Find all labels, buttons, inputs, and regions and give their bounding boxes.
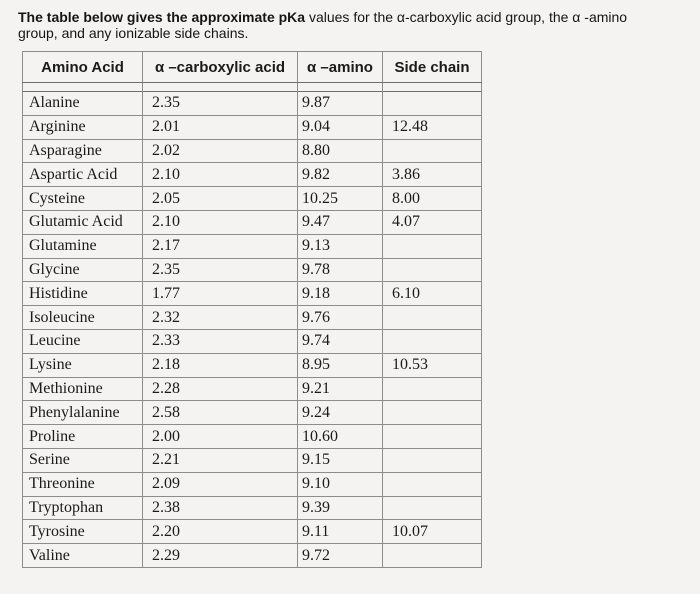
cell-carboxylic: 2.01 (143, 115, 298, 139)
table-row (23, 306, 482, 330)
table-row (23, 163, 482, 187)
cell-amino: 9.47 (298, 210, 383, 234)
cell-amino: 10.60 (298, 425, 383, 449)
table-header-row (23, 52, 482, 83)
cell-amino-acid: Arginine (23, 115, 143, 139)
cell-side-chain: 10.53 (383, 353, 482, 377)
cell-amino-acid: Glutamine (23, 234, 143, 258)
intro-text (18, 9, 688, 41)
table-row (23, 353, 482, 377)
cell-amino-acid: Leucine (23, 329, 143, 353)
intro-lead: The table below gives the approximate pKa (18, 9, 306, 25)
cell-carboxylic: 2.09 (143, 472, 298, 496)
table-row (23, 377, 482, 401)
cell-amino-acid: Isoleucine (23, 306, 143, 330)
cell-side-chain (383, 472, 482, 496)
cell-amino: 9.11 (298, 520, 383, 544)
cell-carboxylic: 2.32 (143, 306, 298, 330)
cell-amino-acid: Glycine (23, 258, 143, 282)
cell-carboxylic: 2.35 (143, 92, 298, 116)
cell-side-chain (383, 92, 482, 116)
cell-amino-acid: Alanine (23, 92, 143, 116)
cell-amino-acid: Phenylalanine (23, 401, 143, 425)
cell-amino-acid: Lysine (23, 353, 143, 377)
intro-mid: values for the α-carboxylic acid group, the α -amino (305, 9, 628, 25)
cell-side-chain (383, 306, 482, 330)
cell-amino: 9.82 (298, 163, 383, 187)
table-row (23, 425, 482, 449)
cell-carboxylic: 2.18 (143, 353, 298, 377)
table-row (23, 472, 482, 496)
cell-carboxylic: 2.21 (143, 448, 298, 472)
cell-amino: 9.21 (298, 377, 383, 401)
header-spacer (23, 83, 482, 92)
cell-amino-acid: Tyrosine (23, 520, 143, 544)
cell-amino: 9.74 (298, 329, 383, 353)
pka-table (22, 51, 482, 568)
header-side-chain: Side chain (383, 52, 482, 83)
cell-carboxylic: 2.10 (143, 210, 298, 234)
cell-carboxylic: 2.00 (143, 425, 298, 449)
cell-amino: 9.39 (298, 496, 383, 520)
table-row (23, 92, 482, 116)
table-row (23, 258, 482, 282)
cell-carboxylic: 2.33 (143, 329, 298, 353)
cell-amino: 10.25 (298, 187, 383, 211)
cell-amino-acid: Asparagine (23, 139, 143, 163)
cell-amino: 9.13 (298, 234, 383, 258)
table-row (23, 234, 482, 258)
cell-amino: 9.72 (298, 544, 383, 568)
cell-side-chain (383, 234, 482, 258)
cell-amino: 9.76 (298, 306, 383, 330)
cell-side-chain (383, 377, 482, 401)
cell-amino-acid: Glutamic Acid (23, 210, 143, 234)
cell-carboxylic: 2.29 (143, 544, 298, 568)
cell-side-chain (383, 258, 482, 282)
table-row (23, 282, 482, 306)
table-row (23, 496, 482, 520)
cell-amino-acid: Threonine (23, 472, 143, 496)
cell-amino: 8.95 (298, 353, 383, 377)
cell-side-chain: 4.07 (383, 210, 482, 234)
cell-carboxylic: 2.10 (143, 163, 298, 187)
table-row (23, 520, 482, 544)
cell-amino-acid: Proline (23, 425, 143, 449)
table-body (23, 83, 482, 568)
cell-amino-acid: Cysteine (23, 187, 143, 211)
cell-amino: 9.78 (298, 258, 383, 282)
cell-amino: 8.80 (298, 139, 383, 163)
cell-carboxylic: 2.17 (143, 234, 298, 258)
cell-amino: 9.24 (298, 401, 383, 425)
cell-carboxylic: 2.28 (143, 377, 298, 401)
cell-side-chain: 6.10 (383, 282, 482, 306)
cell-amino: 9.87 (298, 92, 383, 116)
cell-amino-acid: Histidine (23, 282, 143, 306)
cell-carboxylic: 2.38 (143, 496, 298, 520)
header-carboxylic: α –carboxylic acid (143, 52, 298, 83)
cell-amino-acid: Tryptophan (23, 496, 143, 520)
table-row (23, 401, 482, 425)
table-row (23, 544, 482, 568)
cell-side-chain: 12.48 (383, 115, 482, 139)
table-row (23, 448, 482, 472)
table-row (23, 187, 482, 211)
table-row (23, 115, 482, 139)
cell-side-chain (383, 448, 482, 472)
cell-amino: 9.10 (298, 472, 383, 496)
header-amino: α –amino (298, 52, 383, 83)
header-amino-acid: Amino Acid (23, 52, 143, 83)
cell-side-chain (383, 544, 482, 568)
cell-carboxylic: 2.58 (143, 401, 298, 425)
table-row (23, 210, 482, 234)
table-row (23, 139, 482, 163)
cell-amino: 9.04 (298, 115, 383, 139)
cell-carboxylic: 2.02 (143, 139, 298, 163)
cell-side-chain: 3.86 (383, 163, 482, 187)
cell-carboxylic: 2.20 (143, 520, 298, 544)
cell-amino: 9.15 (298, 448, 383, 472)
cell-amino-acid: Valine (23, 544, 143, 568)
cell-side-chain: 10.07 (383, 520, 482, 544)
cell-side-chain (383, 496, 482, 520)
cell-amino-acid: Serine (23, 448, 143, 472)
table-row (23, 329, 482, 353)
cell-side-chain: 8.00 (383, 187, 482, 211)
cell-side-chain (383, 329, 482, 353)
cell-amino: 9.18 (298, 282, 383, 306)
cell-carboxylic: 1.77 (143, 282, 298, 306)
intro-end: group, and any ionizable side chains. (18, 25, 249, 41)
cell-side-chain (383, 139, 482, 163)
cell-side-chain (383, 401, 482, 425)
cell-carboxylic: 2.05 (143, 187, 298, 211)
cell-carboxylic: 2.35 (143, 258, 298, 282)
cell-amino-acid: Methionine (23, 377, 143, 401)
cell-side-chain (383, 425, 482, 449)
cell-amino-acid: Aspartic Acid (23, 163, 143, 187)
